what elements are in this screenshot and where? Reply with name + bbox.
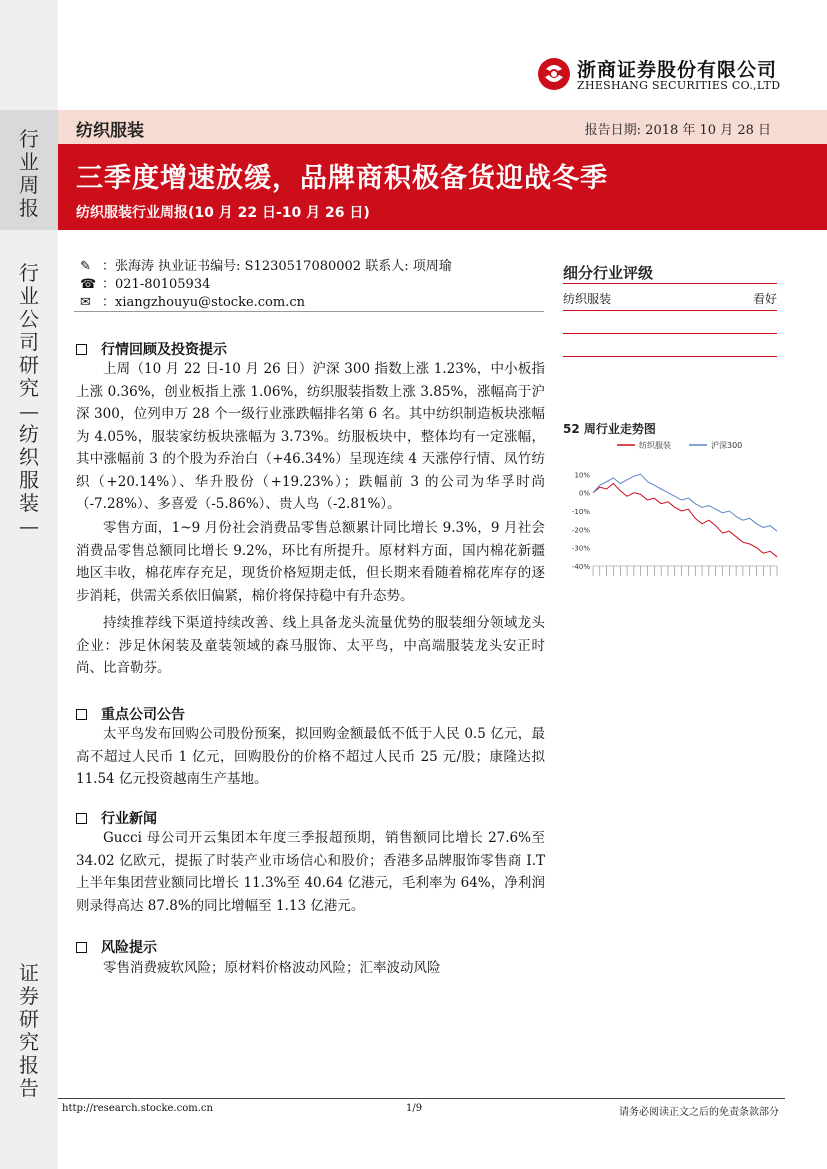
left-sidebar	[0, 0, 58, 1169]
rating-divider	[563, 333, 777, 334]
section-paragraph: 上周（10 月 22 日-10 月 26 日）沪深 300 指数上涨 1.23%，中小板指上涨 0.36%，创业板指上涨 1.06%，纺织服装指数上涨 3.85%，涨幅高于沪深 300，位列申万 28 个一级行业涨跌幅排名第 6 名。其中纺织制造板块涨幅为 4.05%，服装家纺板块涨幅为 3.73%。纺服板块中，整体均有一定涨幅，其中涨幅前 3 的个股为乔治白（+46.34%）呈现连续 4 天涨停行情、凤竹纺织（+20.14%）、华升股份（+19.23%）；跌幅前 3 的公司为华孚时尚（-7.28%）、多喜爱（-5.86%）、贵人鸟（-2.81%）。	[76, 361, 545, 512]
sidebar-label-weekly: 行业周报	[19, 127, 39, 220]
checkbox-bullet-icon	[76, 709, 87, 720]
rating-value: 看好	[752, 292, 777, 306]
report-subtitle: 纺织服装行业周报(10 月 22 日-10 月 26 日)	[76, 205, 370, 221]
zheshang-logo-icon	[537, 57, 571, 91]
rating-divider	[563, 283, 777, 284]
email-row	[80, 291, 305, 310]
envelope-icon: ✉	[80, 295, 91, 310]
report-title: 三季度增速放缓，品牌商积极备货迎战冬季	[76, 163, 608, 194]
section-paragraph: 太平鸟发布回购公司股份预案，拟回购金额最低不低于人民 0.5 亿元，最高不超过人民币 1 亿元，回购股份的价格不超过人民币 25 元/股；康隆达拟 11.54 亿元投资越南生产基地。	[76, 726, 545, 787]
rating-divider	[563, 356, 777, 357]
section-heading: 风险提示	[76, 937, 157, 957]
footer-disclaimer: 请务必阅读正文之后的免责条款部分	[619, 1107, 779, 1118]
y-tick-label: -30%	[571, 544, 590, 553]
report-date: 报告日期: 2018 年 10 月 28 日	[584, 123, 771, 138]
page-number: 1/9	[406, 1103, 423, 1114]
industry-label: 纺织服装	[76, 121, 144, 141]
rating-divider	[563, 310, 777, 311]
checkbox-bullet-icon	[76, 942, 87, 953]
company-name-en: ZHESHANG SECURITIES CO.,LTD	[577, 79, 781, 92]
legend-label-textile: 纺织服装	[639, 441, 671, 450]
phone-row	[80, 273, 210, 292]
section-paragraph: 零售方面，1~9 月份社会消费品零售总额累计同比增长 9.3%，9 月社会消费品零售总额同比增长 9.2%，环比有所提升。原材料方面，国内棉花新疆地区丰收，棉花库存充足，现货价格短期走低，但长期来看随着棉花库存的逐步消耗，供需关系依旧偏紧，棉价将保持稳中有升态势。	[76, 520, 545, 604]
contact-divider	[74, 311, 544, 312]
series-line-textile	[593, 484, 777, 557]
company-name-cn: 浙商证券股份有限公司	[577, 59, 778, 81]
section-heading: 行业新闻	[76, 808, 157, 828]
section-paragraph: 零售消费疲软风险；原材料价格波动风险；汇率波动风险	[103, 960, 441, 976]
rating-sector: 纺织服装	[563, 292, 612, 306]
series-line-hs300	[593, 474, 777, 531]
section-paragraph: Gucci 母公司开云集团本年度三季报超预期，销售额同比增长 27.6%至 34.02 亿欧元，提振了时装产业市场信心和股价；香港多品牌服饰零售商 I.T 上半年集团营业额同比增长 11.3%至 40.64 亿港元，毛利率为 64%，净利润则录得高达 87.8%的同比增幅至 1.13 亿港元。	[76, 830, 545, 914]
checkbox-bullet-icon	[76, 344, 87, 355]
chart-title: 52 周行业走势图	[563, 422, 656, 436]
y-tick-label: -20%	[571, 526, 590, 535]
y-tick-label: 0%	[578, 489, 590, 498]
email-text[interactable]: ：xiangzhouyu@stocke.com.cn	[102, 295, 305, 310]
footer-url[interactable]: http://research.stocke.com.cn	[62, 1103, 213, 1114]
analyst-row	[80, 255, 452, 274]
section-paragraph: 持续推荐线下渠道持续改善、线上具备龙头流量优势的服装细分领域龙头企业：涉足休闲装及童装领域的森马服饰、太平鸟，中高端服装龙头安正时尚、比音勒芬。	[76, 615, 545, 676]
y-tick-label: -10%	[571, 508, 590, 516]
legend-label-hs300: 沪深300	[711, 441, 743, 450]
y-tick-label: 10%	[574, 471, 590, 480]
sidebar-label-category: 行业公司研究—纺织服装—	[19, 261, 39, 538]
y-tick-label: -40%	[571, 563, 590, 571]
trend-chart	[563, 438, 783, 588]
phone-text: ：021-80105934	[102, 277, 211, 292]
phone-icon: ☎	[80, 277, 97, 292]
footer-divider	[58, 1098, 785, 1099]
section-heading: 重点公司公告	[76, 704, 185, 724]
rating-title: 细分行业评级	[563, 264, 654, 282]
checkbox-bullet-icon	[76, 813, 87, 824]
sidebar-label-report: 证券研究报告	[19, 961, 39, 1100]
pen-icon: ✎	[80, 259, 91, 274]
analyst-text: ：张海涛 执业证书编号: S1230517080002 联系人: 项周瑜	[102, 259, 452, 274]
section-heading: 行情回顾及投资提示	[76, 339, 227, 359]
